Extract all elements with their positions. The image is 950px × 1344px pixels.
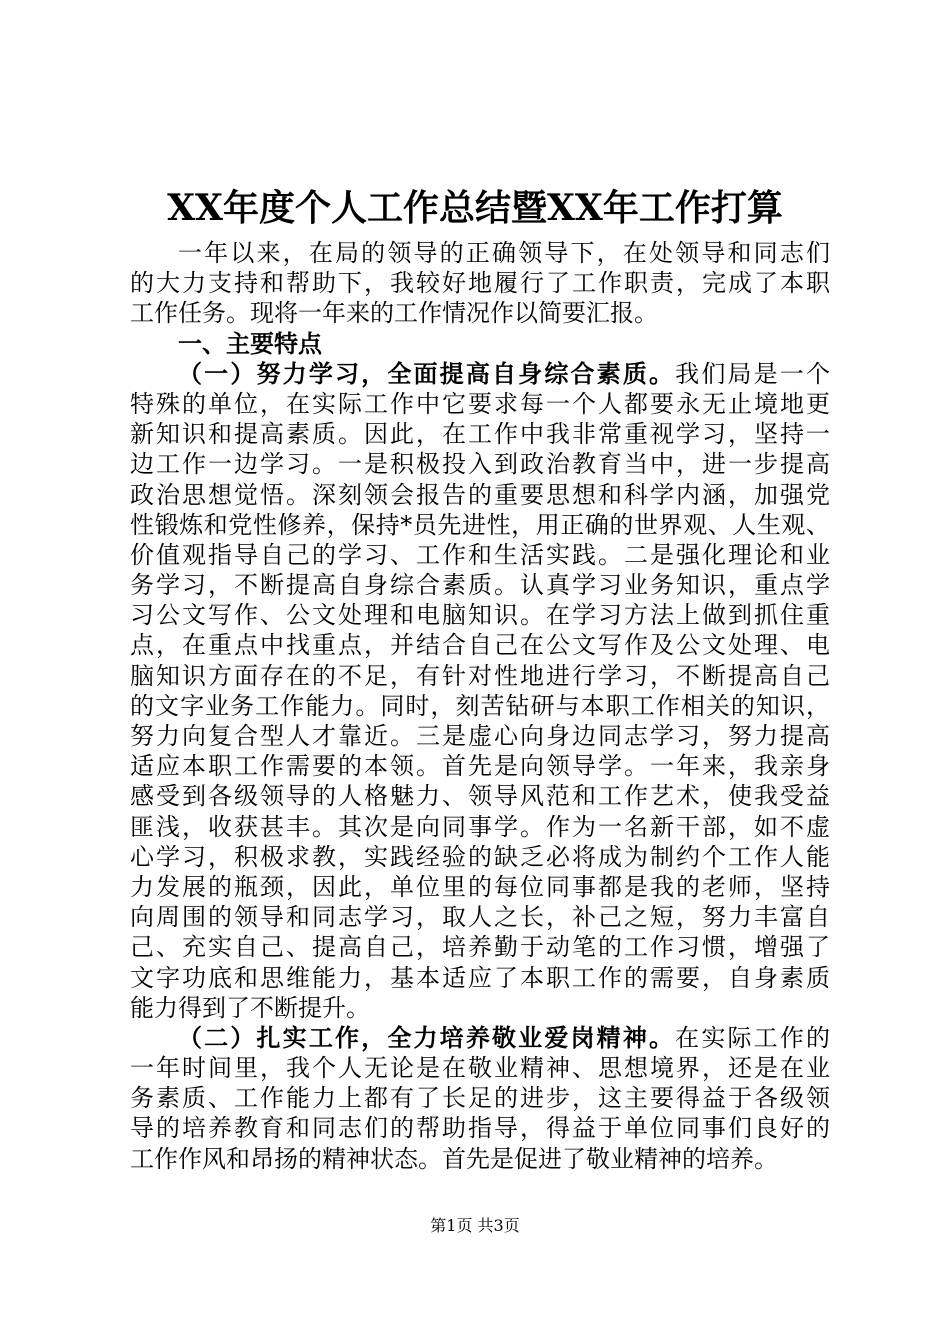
text-line: 的大力支持和帮助下，我较好地履行了工作职责，完成了本职 [130,269,830,298]
text-line: 力发展的瓶颈，因此，单位里的每位同事都是我的老师，坚持 [130,872,830,901]
subsection-1-paragraph [130,359,830,1023]
text-line: 感受到各级领导的人格魅力、领导风范和工作艺术，使我受益 [130,782,830,811]
text-line: 导的培养教育和同志们的帮助指导，得益于单位同事们良好的 [130,1114,830,1143]
text-line: 的文字业务工作能力。同时，刻苦钻研与本职工作相关的知识， [130,691,830,720]
text-line: 文字功底和思维能力，基本适应了本职工作的需要，自身素质 [130,963,830,992]
text-line: 匪浅，收获甚丰。其次是向同事学。作为一名新干部，如不虚 [130,812,830,841]
text-line: 特殊的单位，在实际工作中它要求每一个人都要永无止境地更 [130,389,830,418]
document-title: XX年度个人工作总结暨XX年工作打算 [167,187,783,229]
document-body [130,238,830,1174]
subsection-2-first-line-rest: 在实际工作的 [675,1023,831,1052]
section-heading: 一、主要特点 [178,329,322,358]
text-line: 适应本职工作需要的本领。首先是向领导学。一年来，我亲身 [130,752,830,781]
text-line: 工作任务。现将一年来的工作情况作以简要汇报。 [130,299,658,328]
text-line: 脑知识方面存在的不足，有针对性地进行学习，不断提高自己 [130,661,830,690]
text-line: 心学习，积极求教，实践经验的缺乏必将成为制约个工作人能 [130,842,830,871]
text-line: 点，在重点中找重点，并结合自己在公文写作及公文处理、电 [130,631,830,660]
subsection-2-paragraph [130,1023,830,1174]
text-line: 性锻炼和党性修养，保持*员先进性，用正确的世界观、人生观、 [130,510,830,539]
section-heading-paragraph [130,329,830,359]
subsection-1-first-line-rest: 我们局是一个 [675,359,831,388]
text-line [130,1023,830,1053]
subsection-1-heading: （一）努力学习，全面提高自身综合素质。 [178,359,676,388]
text-line: 己、充实自己、提高自己，培养勤于动笔的工作习惯，增强了 [130,933,830,962]
text-line: 习公文写作、公文处理和电脑知识。在学习方法上做到抓住重 [130,601,830,630]
page-footer: 第1页 共3页 [430,1216,520,1235]
text-line: 向周围的领导和同志学习，取人之长，补己之短，努力丰富自 [130,903,830,932]
text-line: 能力得到了不断提升。 [130,993,370,1022]
text-line: 边工作一边学习。一是积极投入到政治教育当中，进一步提高 [130,450,830,479]
text-line [130,359,830,389]
text-line: 一年以来，在局的领导的正确领导下，在处领导和同志们 [178,239,830,267]
text-line: 努力向复合型人才靠近。三是虚心向身边同志学习，努力提高 [130,722,830,750]
text-line: 新知识和提高素质。因此，在工作中我非常重视学习，坚持一 [130,420,830,449]
subsection-2-heading: （二）扎实工作，全力培养敬业爱岗精神。 [178,1023,676,1052]
text-line: 务素质、工作能力上都有了长足的进步，这主要得益于各级领 [130,1084,830,1113]
text-line: 价值观指导自己的学习、工作和生活实践。二是强化理论和业 [130,540,830,569]
text-line: 政治思想觉悟。深刻领会报告的重要思想和科学内涵，加强党 [130,480,830,509]
intro-paragraph [130,238,830,329]
text-line: 务学习，不断提高自身综合素质。认真学习业务知识，重点学 [130,571,830,600]
text-line: 一年时间里，我个人无论是在敬业精神、思想境界，还是在业 [130,1054,830,1083]
text-line: 工作作风和昂扬的精神状态。首先是促进了敬业精神的培养。 [130,1144,778,1173]
